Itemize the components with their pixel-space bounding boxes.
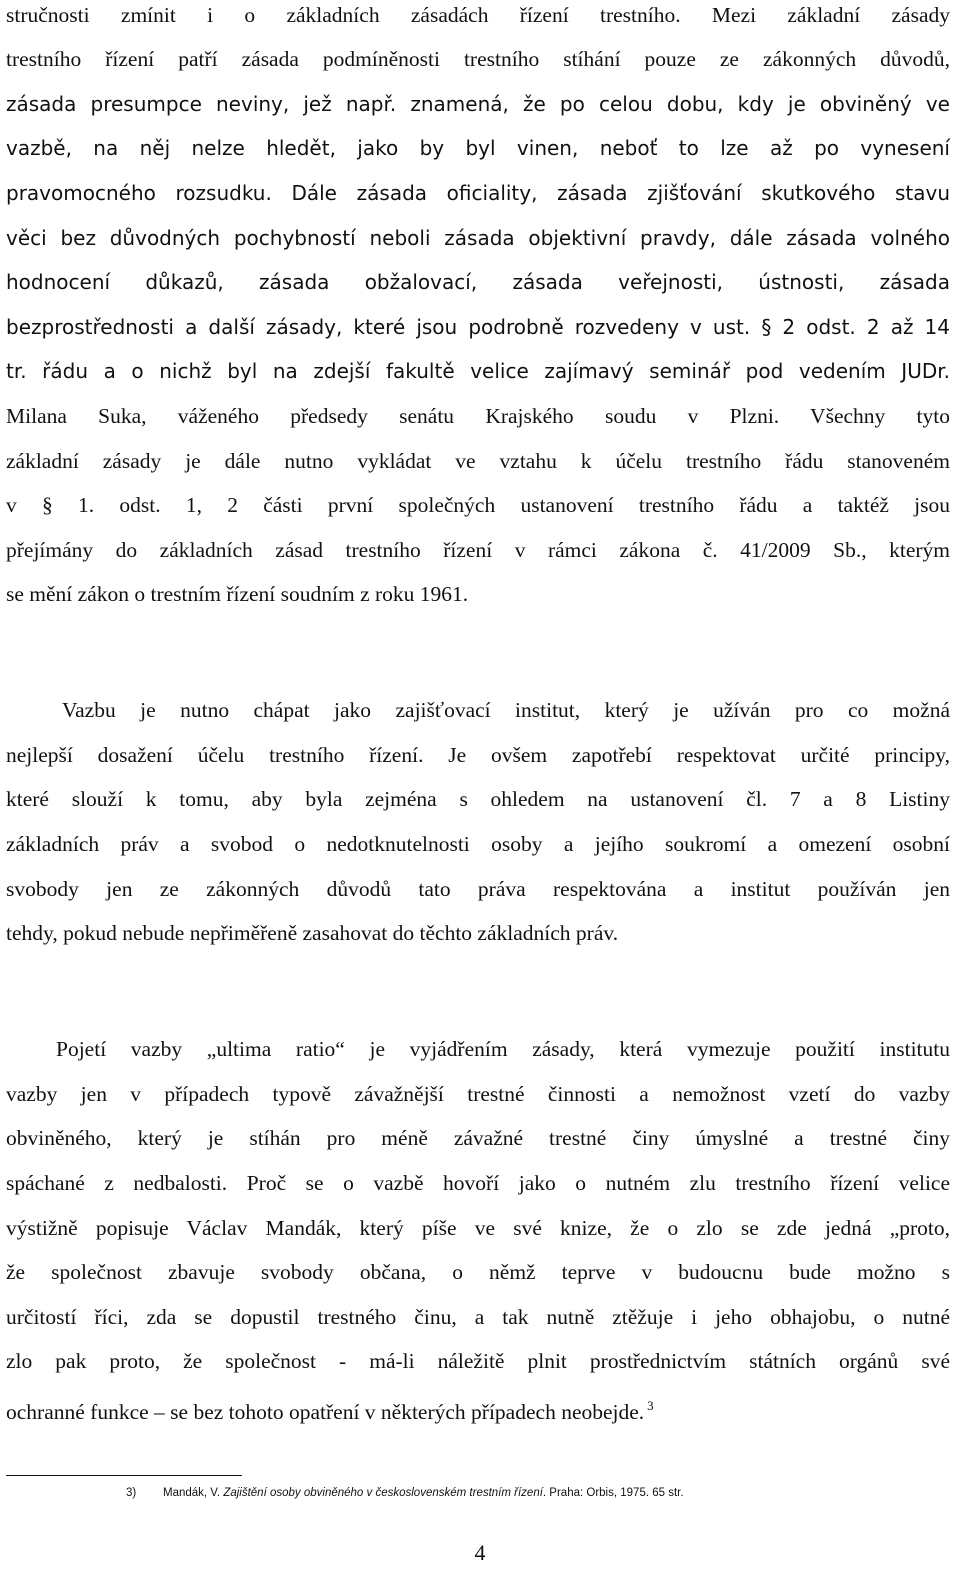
footnote-publication: . Praha: Orbis, 1975. 65 str. bbox=[542, 1487, 684, 1499]
text-line: základních práv a svobod o nedotknutelnosti osoby a jejího soukromí a omezení osobní bbox=[6, 832, 950, 856]
text-line: zásada presumpce neviny, jež např. znamená, že po celou dobu, kdy je obviněný ve bbox=[6, 92, 950, 116]
text-line: Pojetí vazby „ultima ratio“ je vyjádřením zásady, která vymezuje použití institutu bbox=[56, 1037, 950, 1061]
footnote-number: 3) bbox=[126, 1487, 137, 1499]
text-line: věci bez důvodných pochybností neboli zásada objektivní pravdy, dále zásada volného bbox=[6, 226, 950, 250]
footnote-separator bbox=[6, 1475, 242, 1476]
text-line: základní zásady je dále nutno vykládat ve vztahu k účelu trestního řádu stanoveném bbox=[6, 449, 950, 473]
text-line: zlo pak proto, že společnost - má-li náležitě plnit prostřednictvím státních orgánů své bbox=[6, 1349, 950, 1373]
text-line: hodnocení důkazů, zásada obžalovací, zásada veřejnosti, ústnosti, zásada bbox=[6, 270, 950, 294]
text-line: se mění zákon o trestním řízení soudním z roku 1961. bbox=[6, 582, 469, 606]
footnote-reference[interactable]: 3 bbox=[647, 1398, 654, 1413]
text-line: tehdy, pokud nebude nepřiměřeně zasahovat do těchto základních práv. bbox=[6, 921, 619, 945]
text-line: v § 1. odst. 1, 2 části první společných ustanovení trestního řádu a taktéž jsou bbox=[6, 493, 950, 517]
text-line: že společnost zbavuje svobody občana, o němž teprve v budoucnu bude možno s bbox=[6, 1260, 950, 1284]
footnote-title: Zajištění osoby obviněného v československém trestním řízení bbox=[223, 1487, 543, 1499]
page-number: 4 bbox=[474, 1540, 486, 1565]
text-line: spáchané z nedbalosti. Proč se o vazbě hovoří jako o nutném zlu trestního řízení velice bbox=[6, 1171, 950, 1195]
text-line: Vazbu je nutno chápat jako zajišťovací institut, který je užíván pro co možná bbox=[62, 698, 950, 722]
text-line-content: ochranné funkce – se bez tohoto opatření v některých případech neobejde. bbox=[6, 1400, 645, 1424]
text-line: nejlepší dosažení účelu trestního řízení. Je ovšem zapotřebí respektovat určité principy, bbox=[6, 743, 950, 767]
text-line: vazbě, na něj nelze hledět, jako by byl vinen, neboť to lze až po vynesení bbox=[6, 136, 950, 160]
footnote bbox=[126, 1486, 684, 1500]
text-line: tr. řádu a o nichž byl na zdejší fakultě velice zajímavý seminář pod vedením JUDr. bbox=[6, 359, 950, 383]
text-line: bezprostřednosti a další zásady, které jsou podrobně rozvedeny v ust. § 2 odst. 2 až 14 bbox=[6, 315, 950, 339]
footnote-author: Mandák, V. bbox=[163, 1487, 224, 1499]
text-line: které slouží k tomu, aby byla zejména s ohledem na ustanovení čl. 7 a 8 Listiny bbox=[6, 787, 950, 811]
text-line: svobody jen ze zákonných důvodů tato práva respektována a institut používán jen bbox=[6, 877, 950, 901]
text-line: pravomocného rozsudku. Dále zásada oficiality, zásada zjišťování skutkového stavu bbox=[6, 181, 950, 205]
text-line: výstižně popisuje Václav Mandák, který píše ve své knize, že o zlo se zde jedná „proto, bbox=[6, 1216, 950, 1240]
text-line: stručnosti zmínit i o základních zásadách řízení trestního. Mezi základní zásady bbox=[6, 3, 950, 27]
text-line: vazby jen v případech typově závažnější trestné činnosti a nemožnost vzetí do vazby bbox=[6, 1082, 950, 1106]
text-line: obviněného, který je stíhán pro méně závažné trestné činy úmyslné a trestné činy bbox=[6, 1126, 950, 1150]
text-line: Milana Suka, váženého předsedy senátu Krajského soudu v Plzni. Všechny tyto bbox=[6, 404, 950, 428]
text-line: určitostí říci, zda se dopustil trestného činu, a tak nutně ztěžuje i jeho obhajobu, o nutné bbox=[6, 1305, 950, 1329]
text-line: přejímány do základních zásad trestního řízení v rámci zákona č. 41/2009 Sb., kterým bbox=[6, 538, 950, 562]
text-line: trestního řízení patří zásada podmíněnosti trestního stíhání pouze ze zákonných důvodů, bbox=[6, 47, 950, 71]
text-line bbox=[6, 1391, 950, 1424]
